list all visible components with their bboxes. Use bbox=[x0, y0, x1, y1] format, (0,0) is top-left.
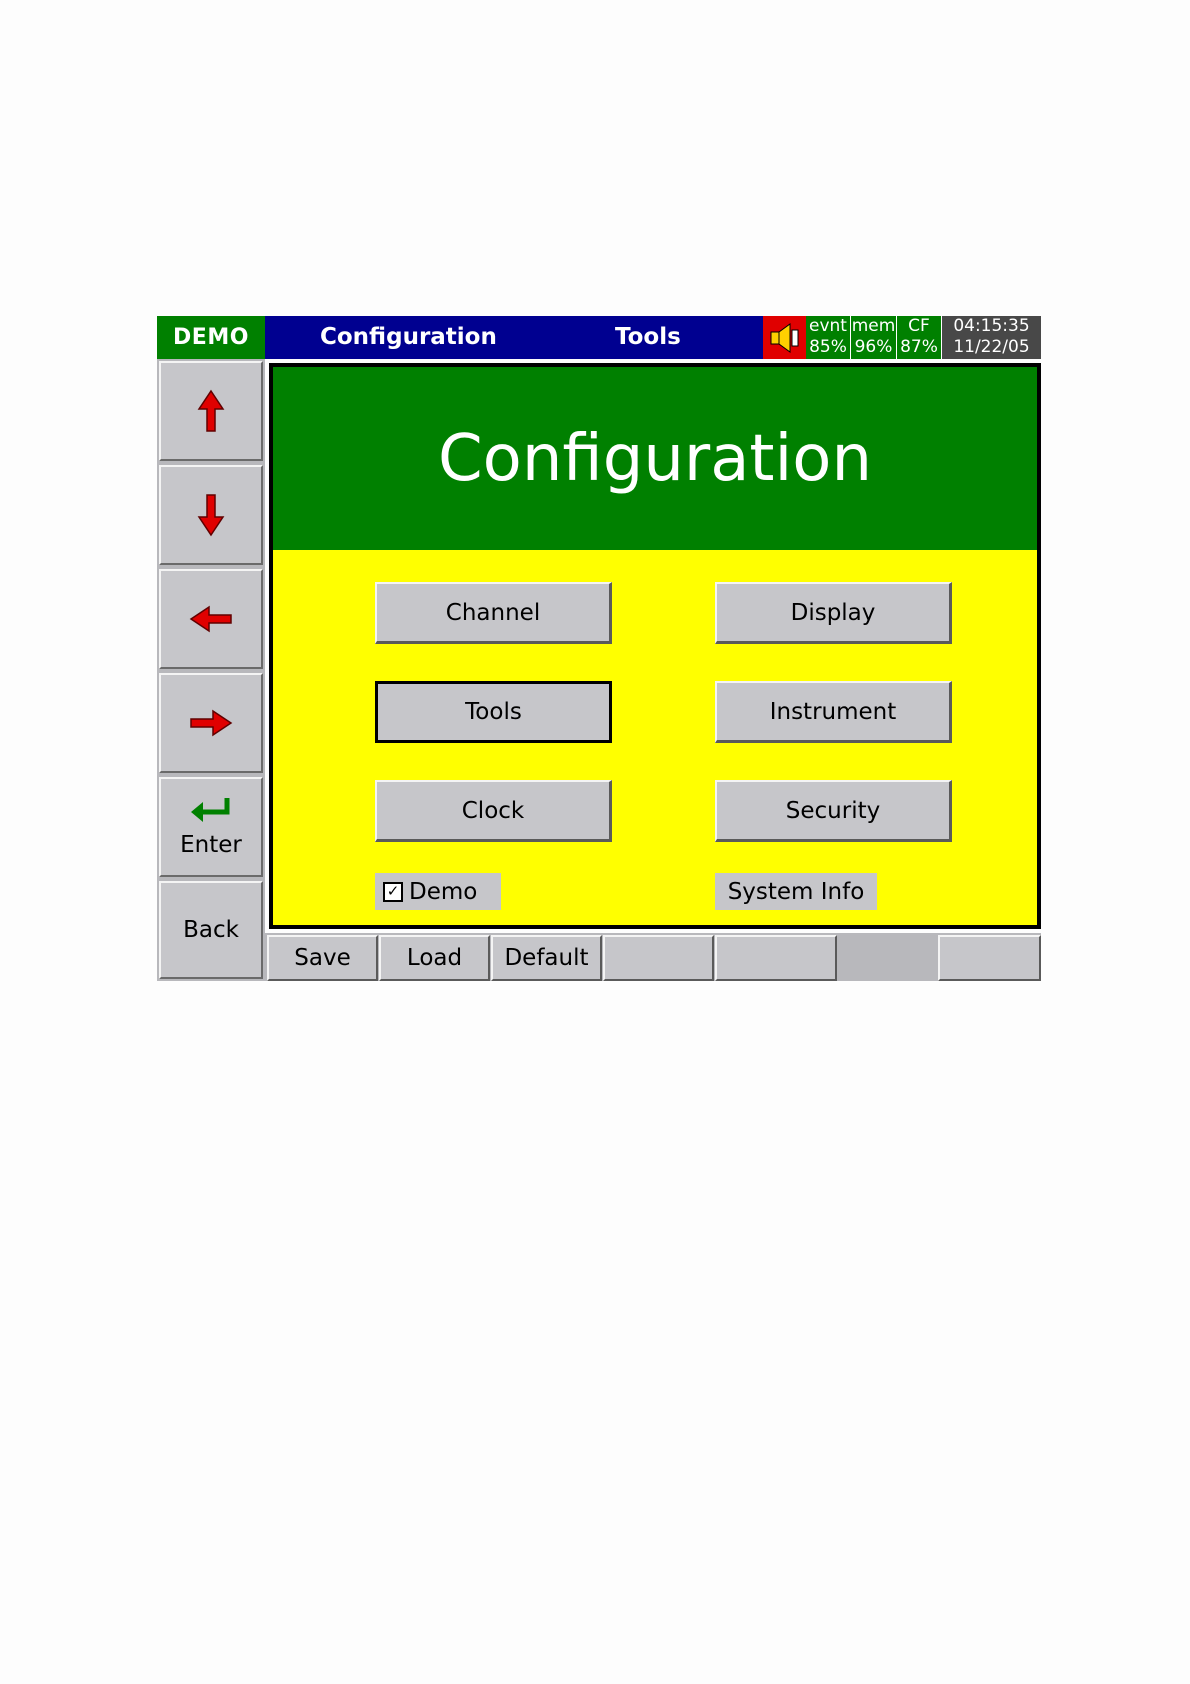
back-button[interactable] bbox=[159, 881, 263, 979]
soft-key-7[interactable] bbox=[938, 935, 1041, 981]
soft-key-4[interactable] bbox=[603, 935, 714, 981]
soft-key-5[interactable] bbox=[715, 935, 837, 981]
clock-date: 11/22/05 bbox=[953, 337, 1030, 357]
arrow-up-icon bbox=[196, 389, 226, 433]
event-status bbox=[806, 316, 851, 359]
event-status-label: evnt bbox=[809, 316, 847, 336]
speaker-icon bbox=[768, 320, 802, 356]
soft-key-6[interactable] bbox=[838, 935, 937, 981]
system-info-button[interactable]: System Info bbox=[715, 873, 877, 910]
memory-status bbox=[851, 316, 897, 359]
configuration-panel bbox=[269, 363, 1041, 929]
arrow-down-icon bbox=[196, 493, 226, 537]
security-button[interactable]: Security bbox=[715, 780, 952, 842]
enter-button[interactable] bbox=[159, 777, 263, 877]
arrow-right-icon bbox=[189, 708, 233, 738]
checkbox-checked-icon: ✓ bbox=[383, 882, 403, 902]
back-label: Back bbox=[183, 917, 239, 943]
down-button[interactable] bbox=[159, 465, 263, 565]
demo-checkbox-label: Demo bbox=[409, 878, 478, 905]
instrument-button[interactable]: Instrument bbox=[715, 681, 952, 743]
memory-status-label: mem bbox=[851, 316, 896, 336]
demo-checkbox[interactable] bbox=[375, 873, 501, 910]
right-button[interactable] bbox=[159, 673, 263, 773]
clock-time: 04:15:35 bbox=[953, 316, 1030, 336]
clock-display bbox=[942, 316, 1041, 359]
menu-title: Configuration bbox=[320, 324, 497, 350]
save-button[interactable]: Save bbox=[267, 935, 378, 981]
cf-status-label: CF bbox=[908, 316, 930, 336]
display-button[interactable]: Display bbox=[715, 582, 952, 644]
cf-status-value: 87% bbox=[900, 337, 938, 357]
title-bar bbox=[265, 316, 763, 359]
memory-status-value: 96% bbox=[854, 337, 893, 357]
tools-button[interactable]: Tools bbox=[375, 681, 612, 743]
enter-icon bbox=[189, 796, 233, 824]
clock-button[interactable]: Clock bbox=[375, 780, 612, 842]
load-button[interactable]: Load bbox=[379, 935, 490, 981]
default-button[interactable]: Default bbox=[491, 935, 602, 981]
enter-label: Enter bbox=[180, 832, 242, 858]
arrow-left-icon bbox=[189, 604, 233, 634]
channel-button[interactable]: Channel bbox=[375, 582, 612, 644]
up-button[interactable] bbox=[159, 361, 263, 461]
menu-section: Tools bbox=[615, 324, 681, 350]
cf-status bbox=[897, 316, 942, 359]
page-title: Configuration bbox=[273, 367, 1037, 550]
speaker-button[interactable] bbox=[763, 316, 806, 359]
demo-mode-badge: DEMO bbox=[157, 316, 265, 359]
event-status-value: 85% bbox=[809, 337, 847, 357]
left-button[interactable] bbox=[159, 569, 263, 669]
